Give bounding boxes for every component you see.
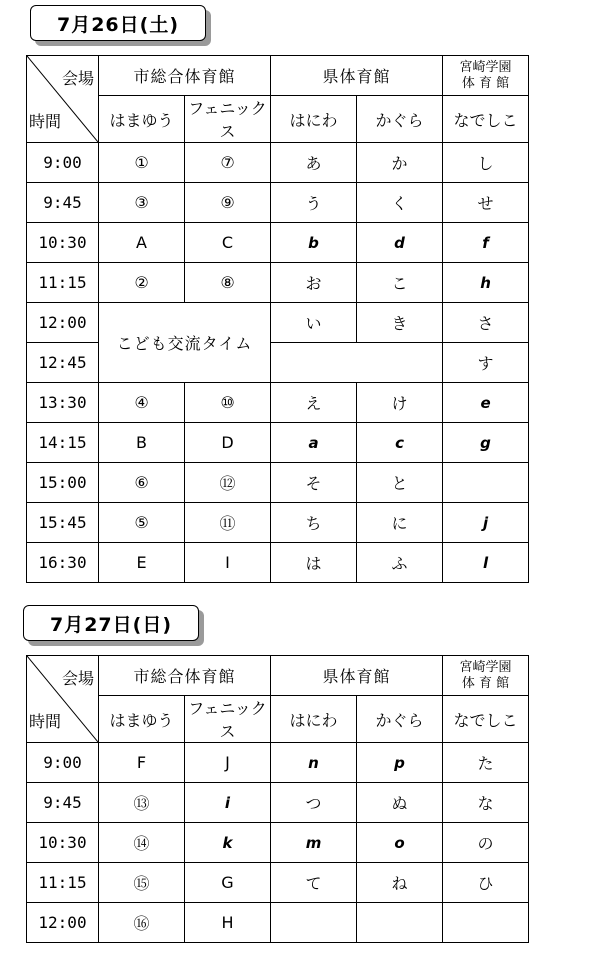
match-cell: ふ <box>357 543 443 583</box>
time-cell: 10:30 <box>27 823 99 863</box>
court-header: なでしこ <box>443 696 529 743</box>
day-title-badge: 7月26日(土) <box>30 5 206 41</box>
time-cell: 12:45 <box>27 343 99 383</box>
table-row <box>27 143 529 183</box>
table-row <box>27 223 529 263</box>
time-cell: 10:30 <box>27 223 99 263</box>
venue-header-gakuen-gym: 宮崎学園 体 育 館 <box>443 56 529 96</box>
match-cell: ③ <box>99 183 185 223</box>
match-cell: c <box>357 423 443 463</box>
match-cell: G <box>185 863 271 903</box>
match-cell: た <box>443 743 529 783</box>
match-cell: て <box>271 863 357 903</box>
match-cell: H <box>185 903 271 943</box>
match-cell: し <box>443 143 529 183</box>
match-cell: ち <box>271 503 357 543</box>
time-axis-label: 時間 <box>29 112 62 131</box>
match-cell <box>271 903 357 943</box>
match-cell: C <box>185 223 271 263</box>
match-cell: m <box>271 823 357 863</box>
match-cell: と <box>357 463 443 503</box>
match-cell: ① <box>99 143 185 183</box>
court-header: フェニックス <box>185 696 271 743</box>
match-cell: ぬ <box>357 783 443 823</box>
match-cell: き <box>357 303 443 343</box>
match-cell: ね <box>357 863 443 903</box>
match-cell: I <box>185 543 271 583</box>
venue-axis-label: 会場 <box>61 669 94 688</box>
time-cell: 16:30 <box>27 543 99 583</box>
empty-cell <box>271 343 443 383</box>
match-cell: け <box>357 383 443 423</box>
venue-header-city-gym: 市総合体育館 <box>99 56 271 96</box>
match-cell: p <box>357 743 443 783</box>
match-cell: ⑯ <box>99 903 185 943</box>
match-cell: d <box>357 223 443 263</box>
kids-exchange-time-cell: こども交流タイム <box>99 303 271 383</box>
time-cell: 9:00 <box>27 143 99 183</box>
schedule-table-day1 <box>26 55 529 583</box>
match-cell: h <box>443 263 529 303</box>
match-cell: ⑦ <box>185 143 271 183</box>
match-cell <box>443 903 529 943</box>
match-cell: e <box>443 383 529 423</box>
match-cell: i <box>185 783 271 823</box>
table-row <box>27 303 529 343</box>
header-corner-cell <box>27 56 99 143</box>
match-cell: さ <box>443 303 529 343</box>
time-cell: 15:45 <box>27 503 99 543</box>
match-cell: す <box>443 343 529 383</box>
court-header: はにわ <box>271 96 357 143</box>
table-row <box>27 783 529 823</box>
match-cell: に <box>357 503 443 543</box>
match-cell: ひ <box>443 863 529 903</box>
match-cell: J <box>185 743 271 783</box>
table-row <box>27 503 529 543</box>
match-cell: く <box>357 183 443 223</box>
match-cell <box>443 463 529 503</box>
match-cell: ⑭ <box>99 823 185 863</box>
court-header: なでしこ <box>443 96 529 143</box>
court-header: はまゆう <box>99 96 185 143</box>
time-cell: 14:15 <box>27 423 99 463</box>
match-cell: ⑬ <box>99 783 185 823</box>
match-cell: せ <box>443 183 529 223</box>
time-cell: 15:00 <box>27 463 99 503</box>
table-row <box>27 383 529 423</box>
time-cell: 11:15 <box>27 863 99 903</box>
venue-header-prefectural-gym: 県体育館 <box>271 656 443 696</box>
venue-header-city-gym: 市総合体育館 <box>99 656 271 696</box>
table-row <box>27 263 529 303</box>
match-cell: D <box>185 423 271 463</box>
match-cell: F <box>99 743 185 783</box>
match-cell <box>357 903 443 943</box>
table-row <box>27 183 529 223</box>
table-row <box>27 463 529 503</box>
match-cell: ⑮ <box>99 863 185 903</box>
match-cell: い <box>271 303 357 343</box>
match-cell: ⑫ <box>185 463 271 503</box>
table-row <box>27 863 529 903</box>
match-cell: ⑤ <box>99 503 185 543</box>
match-cell: E <box>99 543 185 583</box>
match-cell: ② <box>99 263 185 303</box>
match-cell: は <box>271 543 357 583</box>
match-cell: こ <box>357 263 443 303</box>
match-cell: A <box>99 223 185 263</box>
time-cell: 12:00 <box>27 303 99 343</box>
court-header: フェニックス <box>185 96 271 143</box>
match-cell: ⑨ <box>185 183 271 223</box>
venue-axis-label: 会場 <box>61 69 94 88</box>
match-cell: な <box>443 783 529 823</box>
match-cell: ⑩ <box>185 383 271 423</box>
match-cell: ⑪ <box>185 503 271 543</box>
court-header: かぐら <box>357 96 443 143</box>
match-cell: え <box>271 383 357 423</box>
venue-header-gakuen-gym: 宮崎学園 体 育 館 <box>443 656 529 696</box>
time-cell: 12:00 <box>27 903 99 943</box>
table-row <box>27 543 529 583</box>
time-cell: 9:45 <box>27 183 99 223</box>
court-header: はにわ <box>271 696 357 743</box>
time-axis-label: 時間 <box>29 712 62 731</box>
venue-header-prefectural-gym: 県体育館 <box>271 56 443 96</box>
match-cell: の <box>443 823 529 863</box>
match-cell: b <box>271 223 357 263</box>
match-cell: f <box>443 223 529 263</box>
match-cell: n <box>271 743 357 783</box>
match-cell: う <box>271 183 357 223</box>
match-cell: l <box>443 543 529 583</box>
match-cell: お <box>271 263 357 303</box>
match-cell: o <box>357 823 443 863</box>
court-header: はまゆう <box>99 696 185 743</box>
match-cell: ④ <box>99 383 185 423</box>
table-row <box>27 743 529 783</box>
match-cell: つ <box>271 783 357 823</box>
table-row <box>27 423 529 463</box>
time-cell: 11:15 <box>27 263 99 303</box>
match-cell: a <box>271 423 357 463</box>
match-cell: そ <box>271 463 357 503</box>
day-title-badge: 7月27日(日) <box>23 605 199 641</box>
match-cell: ⑥ <box>99 463 185 503</box>
match-cell: ⑧ <box>185 263 271 303</box>
time-cell: 9:00 <box>27 743 99 783</box>
match-cell: j <box>443 503 529 543</box>
match-cell: あ <box>271 143 357 183</box>
match-cell: g <box>443 423 529 463</box>
table-row <box>27 903 529 943</box>
header-corner-cell <box>27 656 99 743</box>
match-cell: か <box>357 143 443 183</box>
match-cell: k <box>185 823 271 863</box>
court-header: かぐら <box>357 696 443 743</box>
time-cell: 13:30 <box>27 383 99 423</box>
table-row <box>27 823 529 863</box>
time-cell: 9:45 <box>27 783 99 823</box>
schedule-table-day2 <box>26 655 529 943</box>
match-cell: B <box>99 423 185 463</box>
